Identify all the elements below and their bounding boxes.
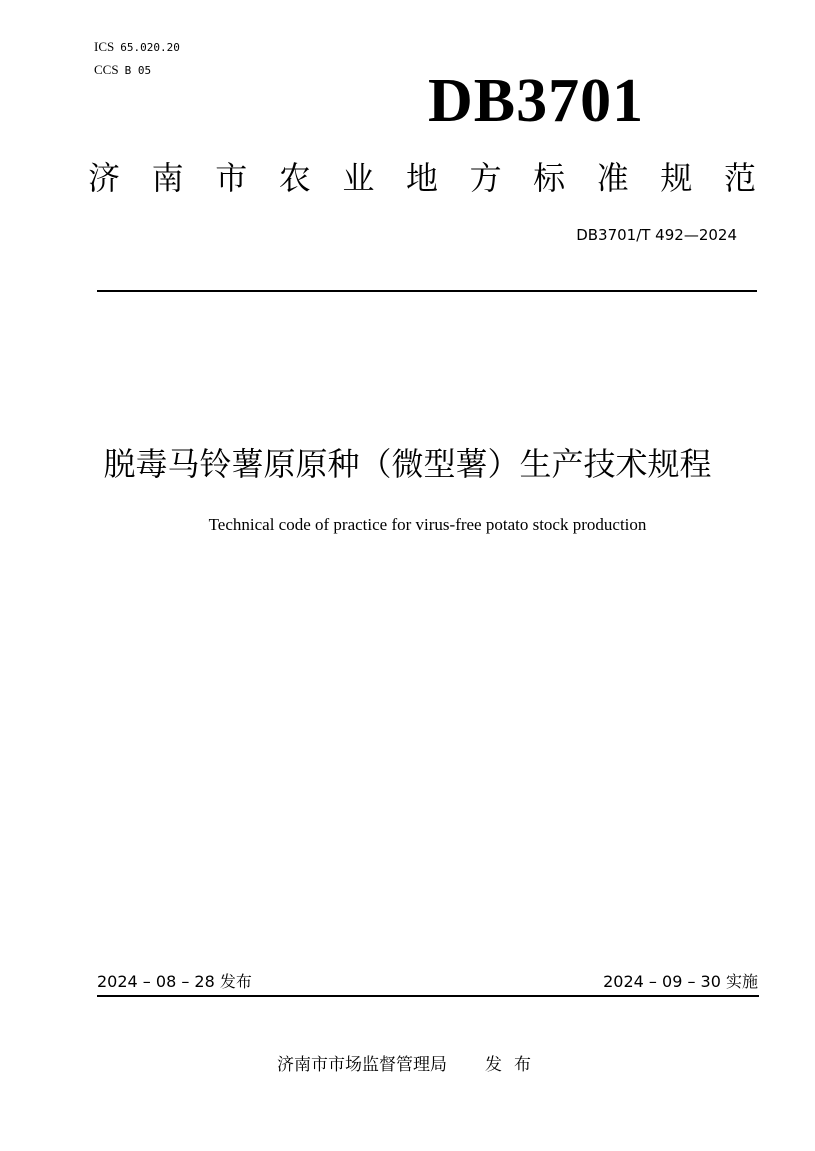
ics-label: ICS bbox=[94, 39, 115, 54]
implementation-date: 2024 – 09 – 30 实施 bbox=[603, 972, 758, 991]
publisher bbox=[277, 1054, 543, 1076]
category-char: 业 bbox=[342, 159, 375, 197]
ccs-line bbox=[94, 63, 151, 78]
title-chinese: 脱毒马铃薯原原种（微型薯）生产技术规程 bbox=[103, 445, 712, 483]
publisher-name: 济南市市场监督管理局 bbox=[277, 1055, 447, 1075]
ccs-label: CCS bbox=[94, 62, 119, 77]
publisher-action: 发布 bbox=[485, 1055, 543, 1075]
category-char: 方 bbox=[469, 159, 502, 197]
ics-value: 65.020.20 bbox=[120, 41, 180, 54]
category-char: 标 bbox=[533, 159, 566, 197]
category-char: 农 bbox=[278, 159, 311, 197]
category-char: 地 bbox=[405, 159, 438, 197]
category-char: 济 bbox=[88, 159, 121, 197]
bottom-divider bbox=[97, 995, 759, 997]
ccs-value: B 05 bbox=[124, 64, 152, 77]
standard-number: DB3701/T 492—2024 bbox=[576, 226, 737, 244]
issue-date: 2024 – 08 – 28 发布 bbox=[97, 972, 252, 991]
category-char: 范 bbox=[723, 159, 756, 197]
category-char: 规 bbox=[660, 159, 693, 197]
ics-line bbox=[94, 40, 180, 55]
top-divider bbox=[97, 290, 757, 292]
title-english: Technical code of practice for virus-free potato stock production bbox=[208, 515, 647, 534]
standard-code-logo: DB3701 bbox=[428, 67, 645, 135]
category-char: 市 bbox=[215, 159, 248, 197]
category-char: 南 bbox=[151, 159, 184, 197]
category-char: 准 bbox=[596, 159, 629, 197]
standard-category bbox=[88, 158, 756, 198]
